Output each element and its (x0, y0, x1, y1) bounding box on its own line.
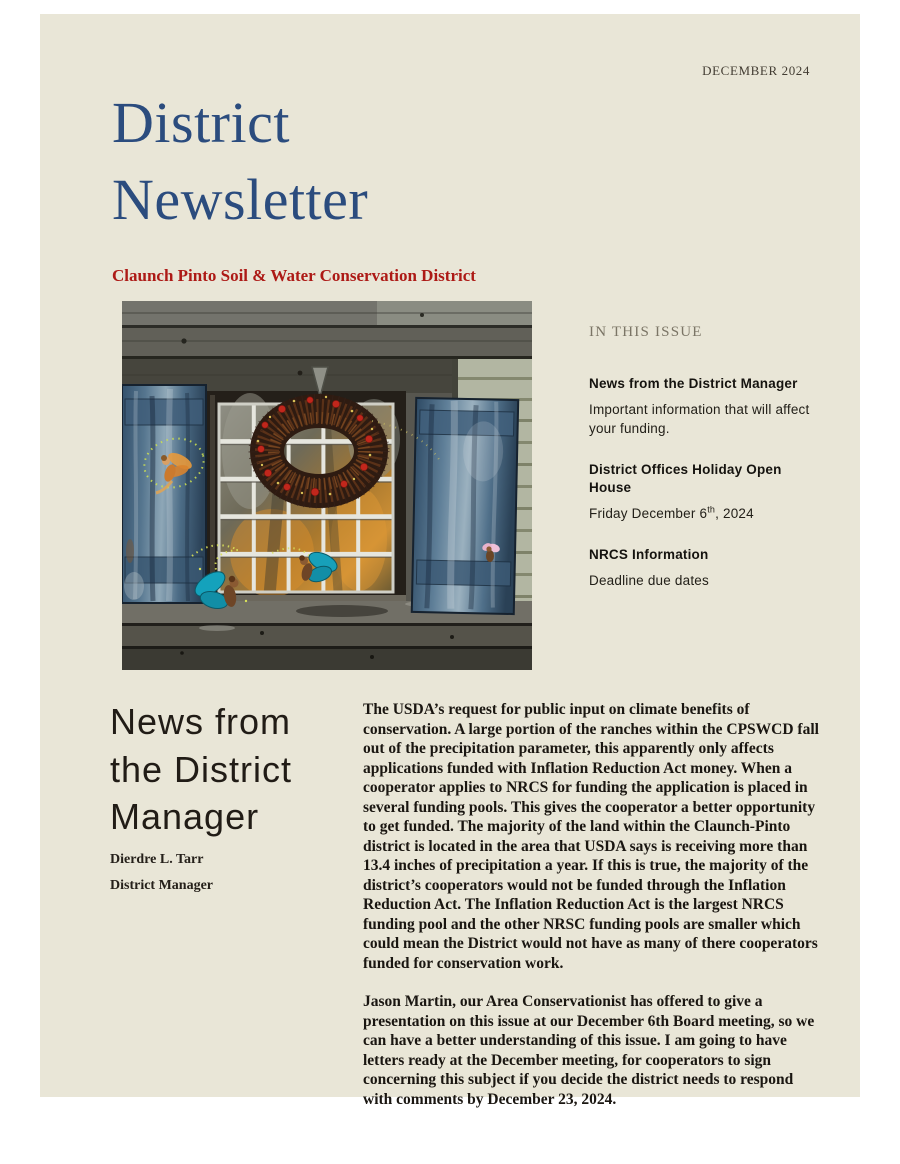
in-this-issue-heading: IN THIS ISSUE (589, 324, 703, 340)
issue-item-desc: Deadline due dates (589, 573, 709, 588)
issue-date: DECEMBER 2024 (702, 63, 810, 78)
issue-item-open-house (589, 461, 826, 523)
article-paragraph-2: Jason Martin, our Area Conservationist has offered to give a presentation on this issue at our December 6th Board meeting, so we can have a better understanding of this issue. I am going to have letters ready at the December meeting, for cooperators to sign concerning this subject if you decide the district needs to respond with comments by December 23, 2024. (363, 993, 815, 1108)
title-line-2: Newsletter (112, 167, 369, 232)
issue-item-title: District Offices Holiday Open House (589, 462, 782, 495)
organization-name: Claunch Pinto Soil & Water Conservation District (112, 266, 476, 285)
article-heading: News from the District Manager (110, 701, 293, 837)
left-shutter (122, 385, 206, 603)
issue-item-desc: Important information that will affect your funding. (589, 402, 810, 436)
issue-item-nrcs (589, 546, 826, 590)
in-this-issue (589, 324, 826, 590)
issue-item-district-manager (589, 375, 826, 438)
ordinal-superscript: th (707, 504, 716, 515)
newsletter-sheet (40, 14, 860, 1108)
issue-item-title: NRCS Information (589, 547, 709, 562)
article-body (363, 700, 825, 1109)
issue-item-title: News from the District Manager (589, 376, 798, 391)
holiday-window-photo-art (122, 301, 532, 670)
right-shutter (412, 398, 518, 614)
holiday-window-photo (122, 301, 532, 670)
issue-item-desc: Friday December 6th, 2024 (589, 504, 754, 521)
title-line-1: District (112, 90, 290, 155)
article-author: Dierdre L. Tarr (110, 852, 204, 867)
article-author-title: District Manager (110, 878, 214, 893)
article-paragraph-1: The USDA’s request for public input on climate benefits of conservation. A large portion of the ranches within the CPSWCD fall out of the precipitation parameter, this apparently only affects applications funded with Inflation Reduction Act money. When a cooperator applies to NRCS for funding the application is placed in several funding pools. This gives the cooperator a better opportunity to get funded. The majority of the land within the Claunch-Pinto district is located in the area that USDA says is receiving more than 13.4 inches of precipitation a year. If this is true, the majority of the district’s cooperators would not be funded through the Inflation Reduction Act. The Inflation Reduction Act is the largest NRCS funding pool and the other NRSC funding pools are smaller which could mean the District would not have as many of there cooperators funded for conservation work. (363, 701, 819, 972)
newsletter-title (112, 84, 368, 238)
